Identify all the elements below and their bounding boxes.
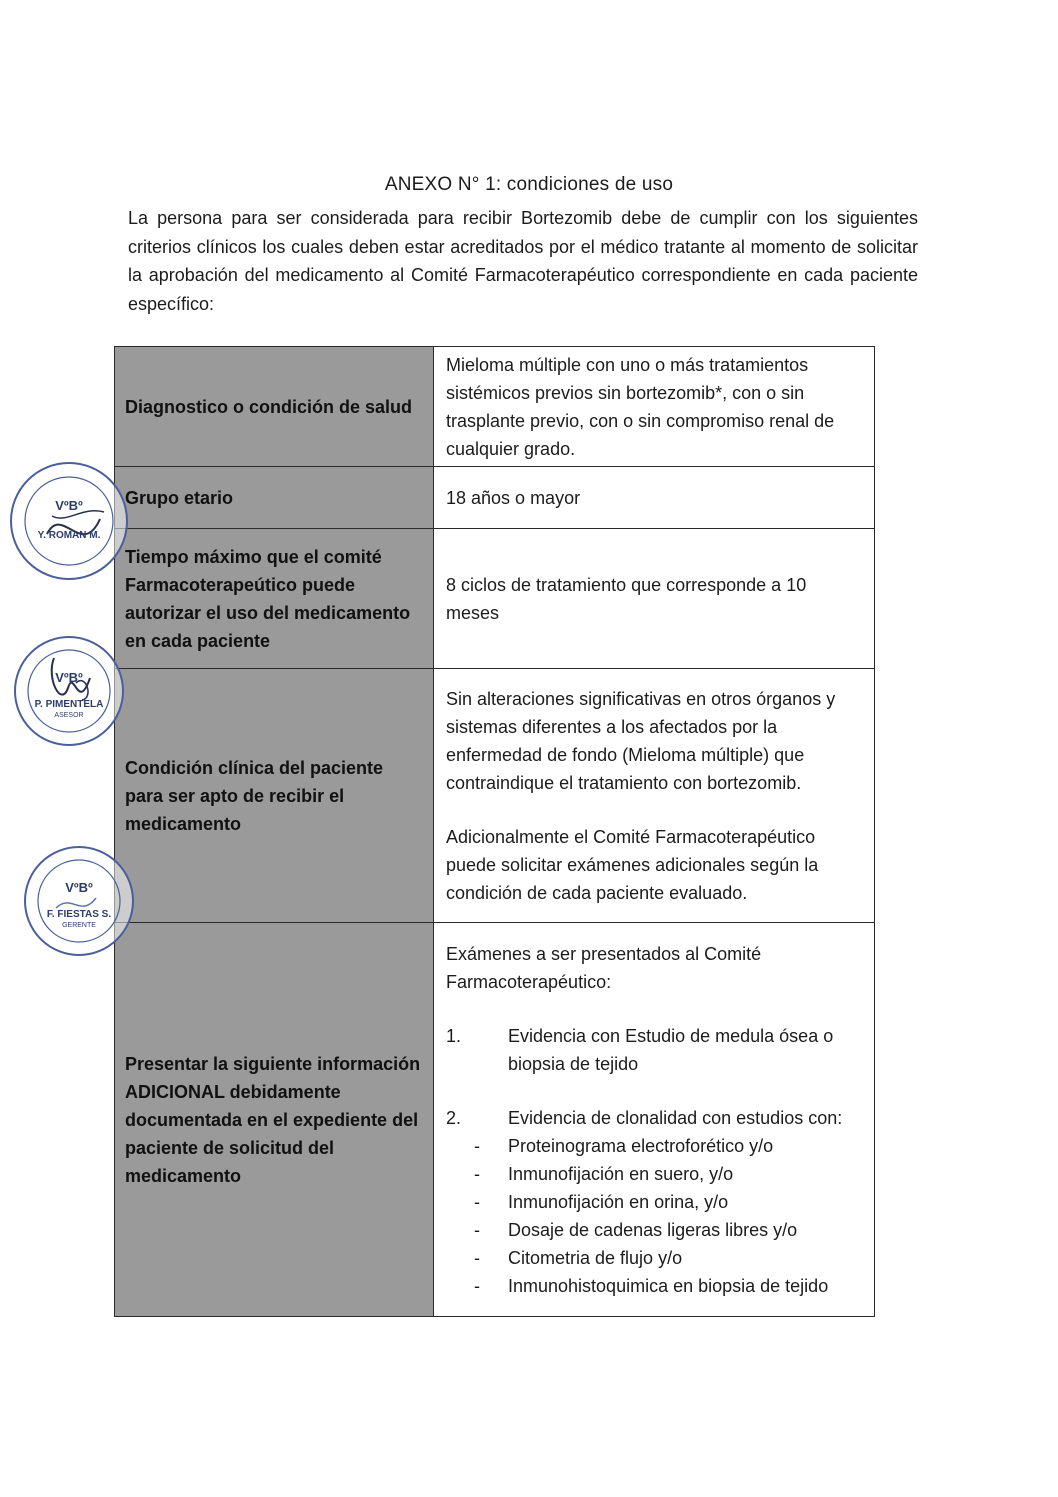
row-label: Diagnostico o condición de salud [115,347,434,467]
list-item [446,1272,864,1300]
exams-intro: Exámenes a ser presentados al Comité Farmacoterapéutico: [446,943,762,992]
bullet-text: Inmunofijación en orina, y/o [508,1191,729,1212]
item-text: Evidencia de clonalidad con estudios con: [508,1107,843,1128]
stamp-name: Y. ROMAN M. [37,530,101,542]
numbered-item [446,1022,864,1078]
table-row [115,529,875,669]
stamp-vb: VºBº [55,669,83,685]
table-row [115,347,875,467]
stamp-vb: VºBº [55,498,83,514]
row-value [434,669,875,923]
stamp-ring-icon [12,464,126,578]
item-number: 2. [446,1107,462,1128]
stamp-role: ASESOR [54,712,84,720]
condition-paragraph: Sin alteraciones significativas en otros órganos y sistemas diferentes a los afectados por la enfermedad de fondo (Mieloma múltiple) que contraindique el tratamiento con bortezomib. [446,688,836,793]
table-row [115,923,875,1317]
row-value: Mieloma múltiple con uno o más tratamientos sistémicos previos sin bortezomib*, con o sin trasplante previo, con o sin compromiso renal de cualquier grado. [434,347,875,467]
bullet-dash: - [474,1135,480,1156]
bullet-dash: - [474,1191,480,1212]
bullet-text: Inmunohistoquimica en biopsia de tejido [508,1275,829,1296]
list-item [446,1216,864,1244]
row-label: Grupo etario [115,467,434,529]
stamp-vb: VºBº [65,879,93,895]
bullet-text: Citometria de flujo y/o [508,1247,683,1268]
list-item [446,1160,864,1188]
intro-paragraph: La persona para ser considerada para recibir Bortezomib debe de cumplir con los siguientes criterios clínicos los cuales deben estar acreditados por el médico tratante al momento de solicitar la aprobación del medicamento al Comité Farmacoterapéutico correspondiente en cada paciente específico: [128,208,918,314]
bullet-dash: - [474,1219,480,1240]
stamp-name: P. PIMENTELA [34,699,104,711]
stamp-ring-icon [26,848,132,954]
stamp-ring-icon [16,638,122,744]
bullet-dash: - [474,1163,480,1184]
row-value [434,923,875,1317]
approval-stamp [24,846,134,956]
stamp-name: F. FIESTAS S. [46,909,112,921]
row-value: 8 ciclos de tratamiento que corresponde a 10 meses [434,529,875,669]
table-row [115,669,875,923]
bullet-text: Dosaje de cadenas ligeras libres y/o [508,1219,798,1240]
approval-stamp [10,462,128,580]
bullet-text: Inmunofijación en suero, y/o [508,1163,734,1184]
numbered-item [446,1104,864,1132]
additional-exams-paragraph: Adicionalmente el Comité Farmacoterapéutico puede solicitar exámenes adicionales según la condición de cada paciente evaluado. [446,826,819,903]
bullet-text: Proteinograma electroforético y/o [508,1135,774,1156]
row-label: Presentar la siguiente información ADICIONAL debidamente documentada en el expediente del paciente de solicitud del medicamento [115,923,434,1317]
item-text: Evidencia con Estudio de medula ósea o biopsia de tejido [508,1025,834,1074]
approval-stamp [14,636,124,746]
table-row [115,467,875,529]
list-item [446,1132,864,1160]
stamp-role: GERENTE [62,922,96,930]
list-item [446,1244,864,1272]
bullet-dash: - [474,1247,480,1268]
row-label: Tiempo máximo que el comité Farmacoterapeútico puede autorizar el uso del medicamento en cada paciente [115,529,434,669]
criteria-table [114,346,875,1317]
page-title: ANEXO N° 1: condiciones de uso [384,174,674,195]
bullet-dash: - [474,1275,480,1296]
item-number: 1. [446,1025,462,1046]
row-value: 18 años o mayor [434,467,875,529]
list-item [446,1188,864,1216]
row-label: Condición clínica del paciente para ser apto de recibir el medicamento [115,669,434,923]
